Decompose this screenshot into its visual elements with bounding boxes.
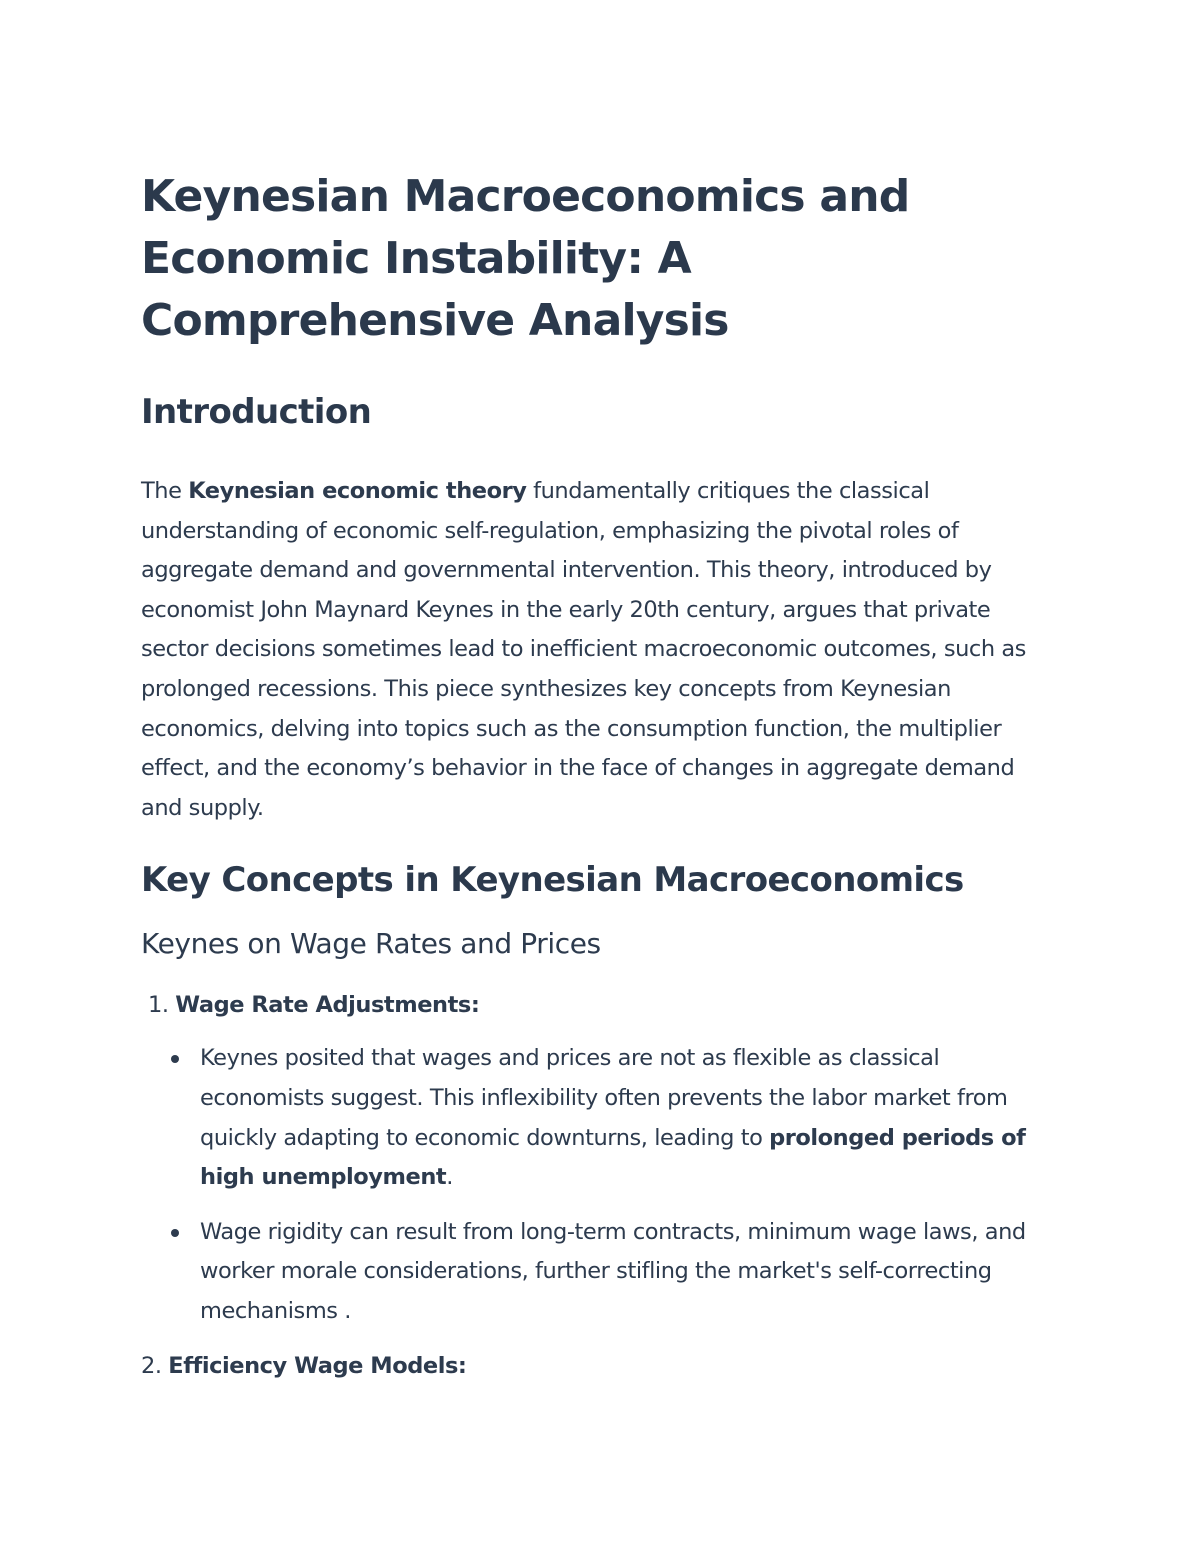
bullet-list xyxy=(141,1039,1056,1331)
key-concepts-heading: Key Concepts in Keynesian Macroeconomics xyxy=(141,860,964,901)
item-label: Wage Rate Adjustments: xyxy=(175,992,480,1019)
list-item xyxy=(141,1039,1056,1197)
item-number: 1. xyxy=(148,992,169,1019)
item-number: 2. xyxy=(141,1352,162,1379)
bullet-text-end: . xyxy=(446,1164,453,1191)
bullet-bold-text: prolonged periods of high unemployment xyxy=(200,1124,1026,1191)
introduction-heading: Introduction xyxy=(141,392,372,432)
item-label: Efficiency Wage Models: xyxy=(168,1352,467,1379)
introduction-paragraph xyxy=(141,472,1056,828)
numbered-item-2 xyxy=(141,1348,1056,1384)
wage-rates-subheading: Keynes on Wage Rates and Prices xyxy=(141,927,601,961)
bullet-text: Wage rigidity can result from long-term contracts, minimum wage laws, and worker morale considerations, further stifling the market's self-correcting mechanisms . xyxy=(200,1218,1026,1324)
intro-bold-term: Keynesian economic theory xyxy=(188,478,527,504)
list-item xyxy=(141,1213,1056,1332)
numbered-item-1 xyxy=(141,987,1056,1023)
intro-text-start: The xyxy=(141,478,189,504)
bullet-text: Keynes posited that wages and prices are not as flexible as classical economists suggest. This inflexibility often prevents the labor market from quickly adapting to economic downturns, leading to xyxy=(200,1045,1008,1151)
document-title: Keynesian Macroeconomics and Economic Instability: A Comprehensive Analysis xyxy=(141,171,910,346)
bullet-dot-icon xyxy=(171,1229,179,1237)
bullet-dot-icon xyxy=(171,1055,179,1063)
document-page xyxy=(141,166,1056,1384)
intro-text-rest: fundamentally critiques the classical understanding of economic self-regulation, emphasizing the pivotal roles of aggregate demand and governmental intervention. This theory, introduced by economist John Maynard Keynes in the early 20th century, argues that private sector decisions sometimes lead to inefficient macroeconomic outcomes, such as prolonged recessions. This piece synthesizes key concepts from Keynesian economics, delving into topics such as the consumption function, the multiplier effect, and the economy’s behavior in the face of changes in aggregate demand and supply. xyxy=(141,478,1026,821)
